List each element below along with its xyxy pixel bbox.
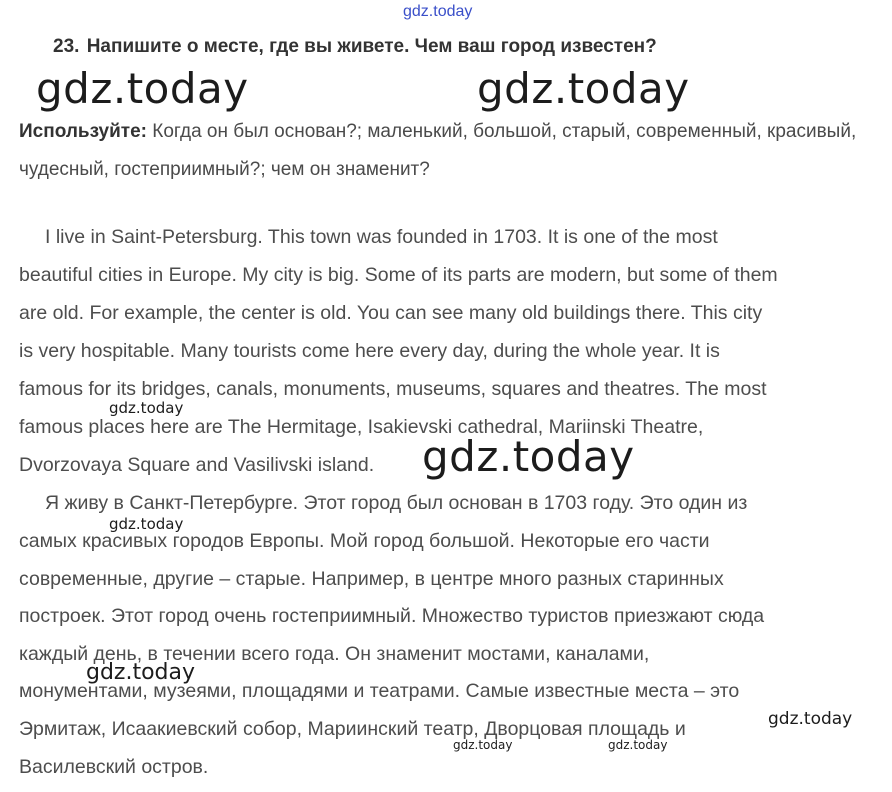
use-text: Когда он был основан?; маленький, большой, старый, современный, красивый, чудесный, гостеприимный?; чем он знаменит?	[19, 121, 857, 180]
english-line: are old. For example, the center is old. You can see many old buildings there. This city	[19, 302, 763, 324]
watermark-small-2: gdz.today	[109, 515, 184, 533]
watermark-small-1: gdz.today	[109, 399, 184, 417]
english-line: is very hospitable. Many tourists come here every day, during the whole year. It is	[19, 340, 720, 362]
russian-line: современные, другие – старые. Например, в центре много разных старинных	[19, 568, 724, 590]
russian-line: самых красивых городов Европы. Мой город большой. Некоторые его части	[19, 530, 710, 552]
watermark-top: gdz.today	[403, 3, 473, 20]
task-number: 23.	[53, 36, 80, 57]
watermark-big-2: gdz.today	[477, 64, 690, 113]
watermark-small-3: gdz.today	[768, 709, 853, 729]
watermark-tiny-1: gdz.today	[453, 738, 513, 752]
russian-line: Эрмитаж, Исаакиевский собор, Мариинский театр, Дворцовая площадь и	[19, 718, 686, 740]
watermark-medium-1: gdz.today	[86, 660, 196, 685]
english-line: famous places here are The Hermitage, Isakievski cathedral, Mariinski Theatre,	[19, 416, 704, 438]
watermark-big-1: gdz.today	[36, 64, 249, 113]
russian-line: Я живу в Санкт-Петербурге. Этот город был основан в 1703 году. Это один из	[45, 492, 748, 514]
russian-line: построек. Этот город очень гостеприимный. Множество туристов приезжают сюда	[19, 605, 765, 627]
english-line: I live in Saint-Petersburg. This town was founded in 1703. It is one of the most	[45, 226, 718, 248]
watermark-tiny-2: gdz.today	[608, 738, 668, 752]
use-label: Используйте:	[19, 121, 147, 142]
english-line: Dvorzovaya Square and Vasilivski island.	[19, 454, 375, 476]
russian-line: монументами, музеями, площадями и театрами. Самые известные места – это	[19, 680, 740, 702]
task-heading	[53, 36, 657, 58]
english-line: beautiful cities in Europe. My city is big. Some of its parts are modern, but some of them	[19, 264, 778, 286]
english-line: famous for its bridges, canals, monuments, museums, squares and theatres. The most	[19, 378, 767, 400]
russian-line: Василевский остров.	[19, 756, 209, 778]
russian-line: каждый день, в течении всего года. Он знаменит мостами, каналами,	[19, 643, 650, 665]
task-text: Напишите о месте, где вы живете. Чем ваш город известен?	[86, 36, 657, 57]
use-hint	[19, 113, 879, 189]
watermark-big-3: gdz.today	[422, 432, 635, 481]
